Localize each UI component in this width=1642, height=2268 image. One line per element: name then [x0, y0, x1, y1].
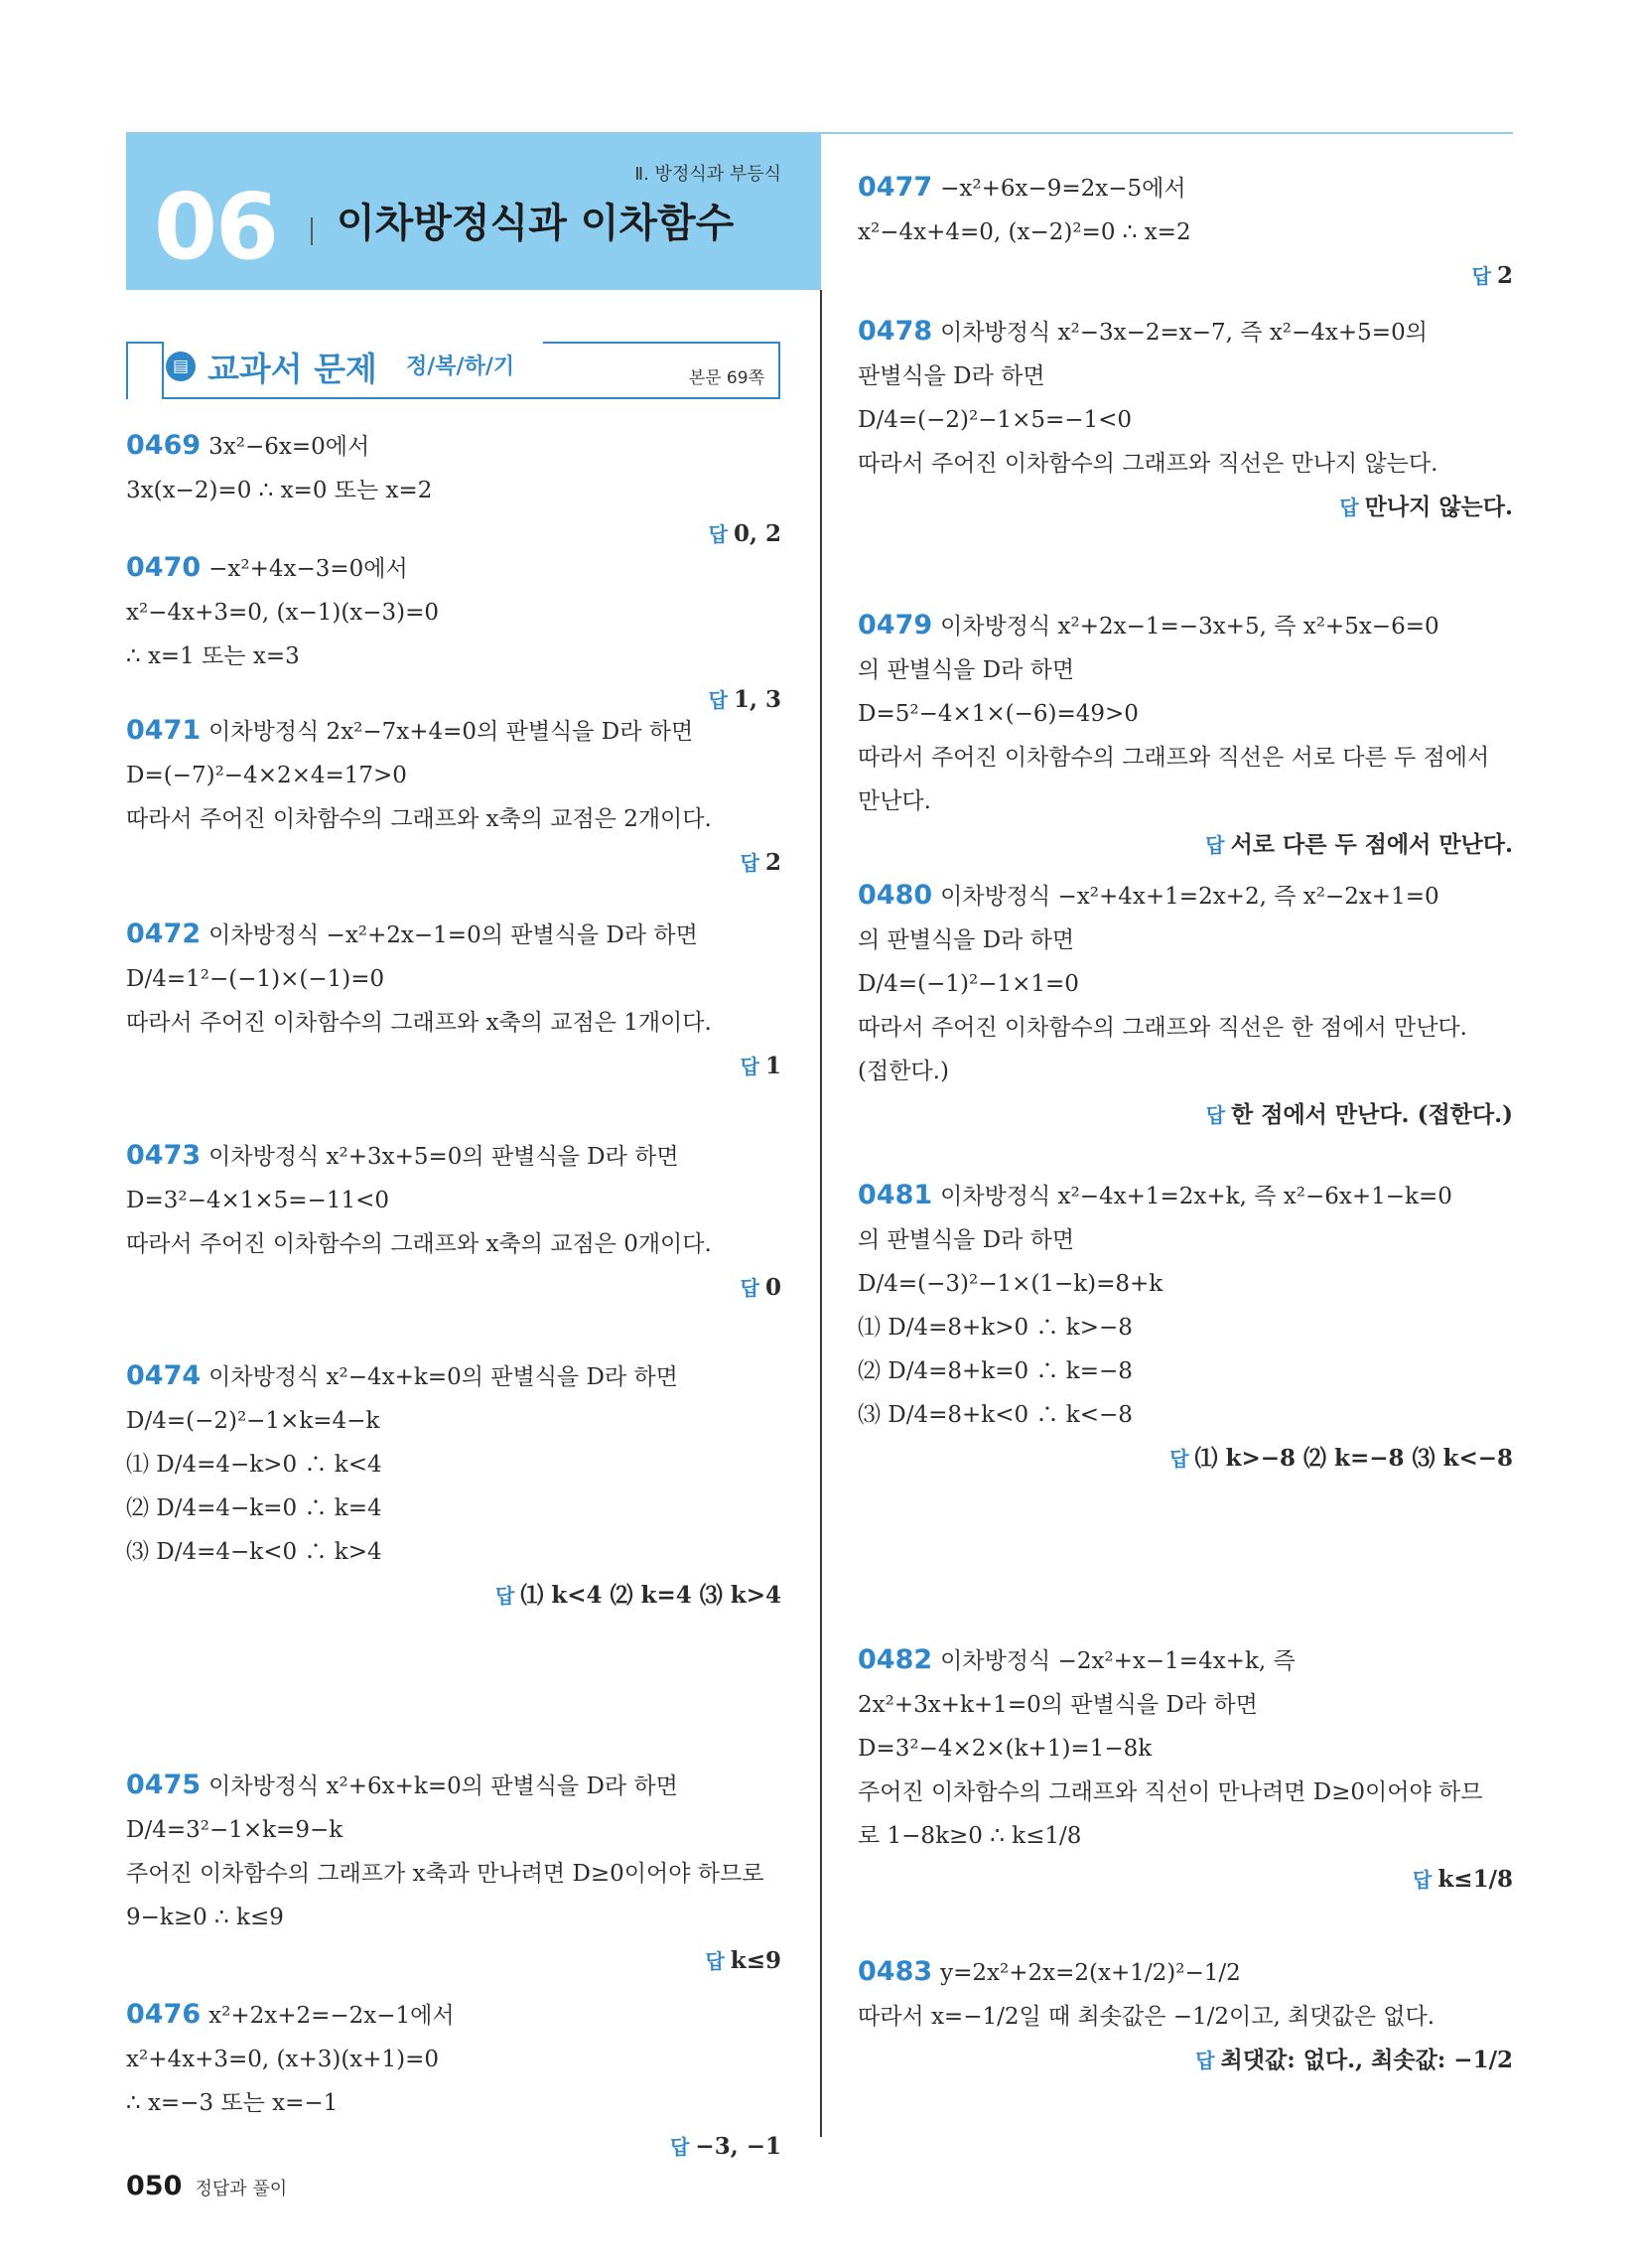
solution-line	[126, 1449, 781, 1481]
solution-text: 주어진 이차함수의 그래프와 직선이 만나려면 D≥0이어야 하므	[858, 1779, 1483, 1805]
problem-number: 0477	[858, 172, 933, 203]
problem-0483	[858, 1956, 1513, 2076]
solution-text: 따라서 주어진 이차함수의 그래프와 x축의 교점은 2개이다.	[126, 806, 712, 832]
solution-text: 주어진 이차함수의 그래프가 x축과 만나려면 D≥0이어야 하므로	[126, 1861, 764, 1887]
answer-value: 최댓값: 없다., 최솟값: −1/2	[1220, 2047, 1513, 2073]
solution-line	[858, 1012, 1513, 1044]
solution-text: D=3²−4×1×5=−11<0	[126, 1188, 389, 1213]
solution-line	[858, 742, 1513, 774]
answer-value: 2	[764, 849, 781, 876]
solution-line	[858, 968, 1513, 1000]
solution-text: 이차방정식 x²+2x−1=−3x+5, 즉 x²+5x−6=0	[940, 614, 1439, 639]
solution-line	[858, 1644, 1513, 1677]
problem-0472	[126, 919, 781, 1082]
chapter-number: 06	[154, 174, 278, 280]
solution-line	[126, 1858, 781, 1890]
answer-line	[126, 1580, 781, 1612]
solution-text: ⑵ D/4=4−k=0 ∴ k=4	[126, 1495, 382, 1521]
solution-line	[126, 475, 781, 506]
answer-line	[126, 1051, 781, 1082]
solution-line	[126, 1999, 781, 2032]
solution-line	[858, 1820, 1513, 1852]
solution-line	[858, 880, 1513, 913]
section-title: 교과서 문제	[207, 350, 377, 388]
section-subtitle: 정/복/하/기	[406, 354, 515, 379]
answer-line	[126, 1272, 781, 1304]
solution-text: ⑶ D/4=4−k<0 ∴ k>4	[126, 1539, 382, 1565]
answer-line	[126, 518, 781, 550]
problem-0478	[858, 316, 1513, 523]
answer-line	[126, 1945, 781, 1977]
top-rule	[821, 132, 1513, 134]
solution-text: D=5²−4×1×(−6)=49>0	[858, 701, 1139, 727]
solution-text: 따라서 주어진 이차함수의 그래프와 x축의 교점은 0개이다.	[126, 1231, 712, 1257]
answer-line	[858, 260, 1513, 292]
solution-line	[126, 1770, 781, 1802]
solution-line	[858, 172, 1513, 205]
solution-text: ∴ x=−3 또는 x=−1	[126, 2090, 339, 2116]
answer-label: 답	[1339, 496, 1359, 519]
solution-line	[126, 1185, 781, 1216]
answer-value: −3, −1	[695, 2133, 781, 2160]
solution-line	[126, 963, 781, 995]
answer-value: ⑴ k>−8 ⑵ k=−8 ⑶ k<−8	[1194, 1445, 1513, 1472]
problem-number: 0469	[126, 430, 202, 461]
problem-number: 0472	[126, 919, 202, 949]
solution-text: x²+2x+2=−2x−1에서	[208, 2003, 455, 2029]
answer-line	[126, 2131, 781, 2163]
answer-value: 한 점에서 만난다. (접한다.)	[1231, 1101, 1513, 1128]
solution-text: (접한다.)	[858, 1059, 949, 1084]
solution-line	[858, 448, 1513, 480]
solution-line	[858, 654, 1513, 686]
answer-value: k≤1/8	[1437, 1866, 1513, 1893]
answer-label: 답	[740, 1055, 759, 1078]
chapter-title: 이차방정식과 이차함수	[337, 201, 735, 246]
solution-text: −x²+4x−3=0에서	[208, 556, 408, 582]
solution-text: D/4=1²−(−1)×(−1)=0	[126, 966, 385, 992]
answer-line	[858, 1443, 1513, 1475]
problem-number: 0473	[126, 1140, 202, 1171]
solution-line	[858, 924, 1513, 956]
book-icon: ▤	[166, 352, 196, 381]
solution-text: 따라서 주어진 이차함수의 그래프와 직선은 한 점에서 만난다.	[858, 1015, 1467, 1041]
solution-text: 따라서 x=−1/2일 때 최솟값은 −1/2이고, 최댓값은 없다.	[858, 2004, 1436, 2030]
answer-value: 2	[1496, 262, 1513, 289]
answer-label: 답	[740, 1276, 759, 1300]
answer-line	[858, 492, 1513, 523]
solution-line	[858, 698, 1513, 730]
solution-line	[126, 2044, 781, 2075]
answer-label: 답	[1413, 1868, 1433, 1892]
solution-text: D/4=(−1)²−1×1=0	[858, 971, 1079, 997]
solution-line	[858, 1312, 1513, 1344]
solution-line	[126, 760, 781, 791]
solution-line	[858, 1689, 1513, 1721]
answer-label: 답	[495, 1584, 515, 1608]
solution-text: D/4=(−2)²−1×5=−1<0	[858, 407, 1133, 433]
answer-label: 답	[705, 1949, 725, 1973]
answer-value: ⑴ k<4 ⑵ k=4 ⑶ k>4	[520, 1582, 781, 1609]
answer-label: 답	[708, 688, 728, 712]
solution-text: 로 1−8k≥0 ∴ k≤1/8	[858, 1823, 1082, 1849]
solution-text: D/4=(−2)²−1×k=4−k	[126, 1408, 380, 1434]
solution-text: 이차방정식 x²−4x+1=2x+k, 즉 x²−6x+1−k=0	[940, 1184, 1452, 1209]
problem-number: 0471	[126, 715, 202, 746]
solution-text: x²−4x+3=0, (x−1)(x−3)=0	[126, 600, 440, 626]
solution-text: 따라서 주어진 이차함수의 그래프와 직선은 서로 다른 두 점에서	[858, 745, 1490, 771]
answer-label: 답	[740, 851, 759, 875]
solution-text: 의 판별식을 D라 하면	[858, 1227, 1075, 1253]
solution-line	[126, 1360, 781, 1393]
answer-value: 1, 3	[733, 686, 781, 713]
solution-text: 의 판별식을 D라 하면	[858, 927, 1075, 953]
solution-text: 이차방정식 x²+6x+k=0의 판별식을 D라 하면	[208, 1773, 678, 1799]
answer-label: 답	[1195, 2049, 1215, 2072]
solution-text: −x²+6x−9=2x−5에서	[940, 176, 1186, 202]
problem-0473	[126, 1140, 781, 1304]
solution-text: 이차방정식 2x²−7x+4=0의 판별식을 D라 하면	[208, 719, 694, 745]
solution-line	[858, 216, 1513, 248]
answer-line	[858, 1864, 1513, 1896]
solution-line	[126, 803, 781, 835]
problem-0480	[858, 880, 1513, 1131]
problem-0475	[126, 1770, 781, 1977]
solution-line	[858, 785, 1513, 817]
solution-line	[858, 1056, 1513, 1087]
problem-0474	[126, 1360, 781, 1612]
solution-text: 3x²−6x=0에서	[208, 434, 370, 460]
solution-line	[126, 1536, 781, 1568]
problem-number: 0474	[126, 1360, 202, 1391]
solution-line	[126, 1007, 781, 1039]
solution-line	[858, 1399, 1513, 1431]
answer-value: 1	[764, 1053, 781, 1079]
solution-line	[126, 2087, 781, 2119]
solution-line	[858, 610, 1513, 642]
solution-text: ⑶ D/4=8+k<0 ∴ k<−8	[858, 1402, 1133, 1428]
page-footer	[126, 2171, 287, 2201]
problem-0469	[126, 430, 781, 550]
solution-text: ⑵ D/4=8+k=0 ∴ k=−8	[858, 1358, 1133, 1384]
problem-number: 0478	[858, 316, 933, 347]
solution-text: ∴ x=1 또는 x=3	[126, 643, 300, 669]
title-divider	[311, 217, 313, 245]
answer-value: 0	[764, 1274, 781, 1301]
answer-label: 답	[1169, 1447, 1189, 1471]
solution-line	[126, 552, 781, 585]
solution-line	[858, 1355, 1513, 1387]
solution-text: 이차방정식 −2x²+x−1=4x+k, 즉	[940, 1648, 1296, 1674]
solution-text: 이차방정식 x²+3x+5=0의 판별식을 D라 하면	[208, 1144, 679, 1170]
answer-value: 0, 2	[733, 520, 781, 547]
solution-text: 3x(x−2)=0 ∴ x=0 또는 x=2	[126, 478, 433, 503]
solution-text: D/4=3²−1×k=9−k	[126, 1817, 343, 1843]
answer-value: 만나지 않는다.	[1364, 494, 1513, 520]
solution-line	[126, 1228, 781, 1260]
solution-text: 의 판별식을 D라 하면	[858, 657, 1075, 683]
problem-0476	[126, 1999, 781, 2163]
problem-0481	[858, 1180, 1513, 1475]
solution-text: ⑴ D/4=8+k>0 ∴ k>−8	[858, 1315, 1133, 1341]
answer-line	[858, 829, 1513, 861]
solution-text: 판별식을 D라 하면	[858, 363, 1045, 389]
answer-line	[126, 684, 781, 716]
answer-line	[858, 2045, 1513, 2076]
solution-text: x²−4x+4=0, (x−2)²=0 ∴ x=2	[858, 219, 1191, 245]
problem-number: 0480	[858, 880, 933, 911]
textbook-section-header	[126, 342, 778, 399]
solution-line	[126, 597, 781, 629]
solution-text: 이차방정식 −x²+2x−1=0의 판별식을 D라 하면	[208, 922, 698, 948]
problem-number: 0483	[858, 1956, 933, 1987]
solution-text: 따라서 주어진 이차함수의 그래프와 직선은 만나지 않는다.	[858, 451, 1438, 477]
solution-text: D=3²−4×2×(k+1)=1−8k	[858, 1736, 1153, 1762]
answer-label: 답	[670, 2135, 690, 2159]
solution-text: 이차방정식 x²−4x+k=0의 판별식을 D라 하면	[208, 1364, 678, 1390]
solution-text: 2x²+3x+k+1=0의 판별식을 D라 하면	[858, 1692, 1258, 1718]
problem-number: 0476	[126, 1999, 202, 2030]
answer-line	[126, 847, 781, 879]
problem-0471	[126, 715, 781, 879]
page-number: 050	[126, 2171, 183, 2201]
solution-line	[126, 1902, 781, 1933]
solution-text: D=(−7)²−4×2×4=17>0	[126, 763, 407, 788]
solution-line	[858, 1776, 1513, 1808]
part-label: Ⅱ. 방정식과 부등식	[634, 164, 781, 185]
page-reference: 본문 69쪽	[688, 368, 764, 388]
answer-value: k≤9	[730, 1947, 781, 1974]
solution-line	[858, 360, 1513, 392]
answer-label: 답	[708, 522, 728, 546]
solution-text: 이차방정식 −x²+4x+1=2x+2, 즉 x²−2x+1=0	[940, 884, 1439, 910]
solution-line	[126, 430, 781, 463]
problem-0470	[126, 552, 781, 716]
solution-text: 이차방정식 x²−3x−2=x−7, 즉 x²−4x+5=0의	[940, 320, 1428, 346]
solution-line	[126, 1814, 781, 1846]
solution-line	[858, 1956, 1513, 1989]
solution-line	[126, 919, 781, 951]
solution-text: y=2x²+2x=2(x+1/2)²−1/2	[940, 1960, 1241, 1986]
solution-line	[858, 316, 1513, 349]
solution-text: 따라서 주어진 이차함수의 그래프와 x축의 교점은 1개이다.	[126, 1010, 712, 1036]
answer-label: 답	[1471, 264, 1491, 288]
problem-0477	[858, 172, 1513, 292]
solution-line	[858, 404, 1513, 436]
column-divider	[820, 290, 822, 2137]
solution-line	[126, 1492, 781, 1524]
problem-number: 0479	[858, 610, 933, 640]
solution-line	[126, 715, 781, 748]
solution-line	[126, 640, 781, 672]
problem-number: 0470	[126, 552, 202, 583]
problem-number: 0482	[858, 1644, 933, 1675]
footer-label: 정답과 풀이	[195, 2179, 288, 2199]
answer-line	[858, 1099, 1513, 1131]
answer-label: 답	[1205, 1103, 1226, 1127]
answer-label: 답	[1205, 833, 1225, 857]
solution-line	[858, 1733, 1513, 1765]
solution-line	[858, 2001, 1513, 2033]
chapter-header	[126, 132, 821, 290]
solution-line	[858, 1180, 1513, 1212]
problem-number: 0475	[126, 1770, 202, 1800]
problem-0479	[858, 610, 1513, 861]
solution-line	[126, 1405, 781, 1437]
solution-line	[858, 1268, 1513, 1300]
solution-line	[126, 1140, 781, 1173]
solution-text: 9−k≥0 ∴ k≤9	[126, 1905, 284, 1930]
answer-value: 서로 다른 두 점에서 만난다.	[1230, 831, 1513, 858]
solution-text: ⑴ D/4=4−k>0 ∴ k<4	[126, 1452, 382, 1478]
solution-text: x²+4x+3=0, (x+3)(x+1)=0	[126, 2047, 440, 2072]
solution-text: 만난다.	[858, 788, 931, 814]
problem-0482	[858, 1644, 1513, 1896]
solution-text: D/4=(−3)²−1×(1−k)=8+k	[858, 1271, 1163, 1297]
problem-number: 0481	[858, 1180, 933, 1210]
solution-line	[858, 1224, 1513, 1256]
